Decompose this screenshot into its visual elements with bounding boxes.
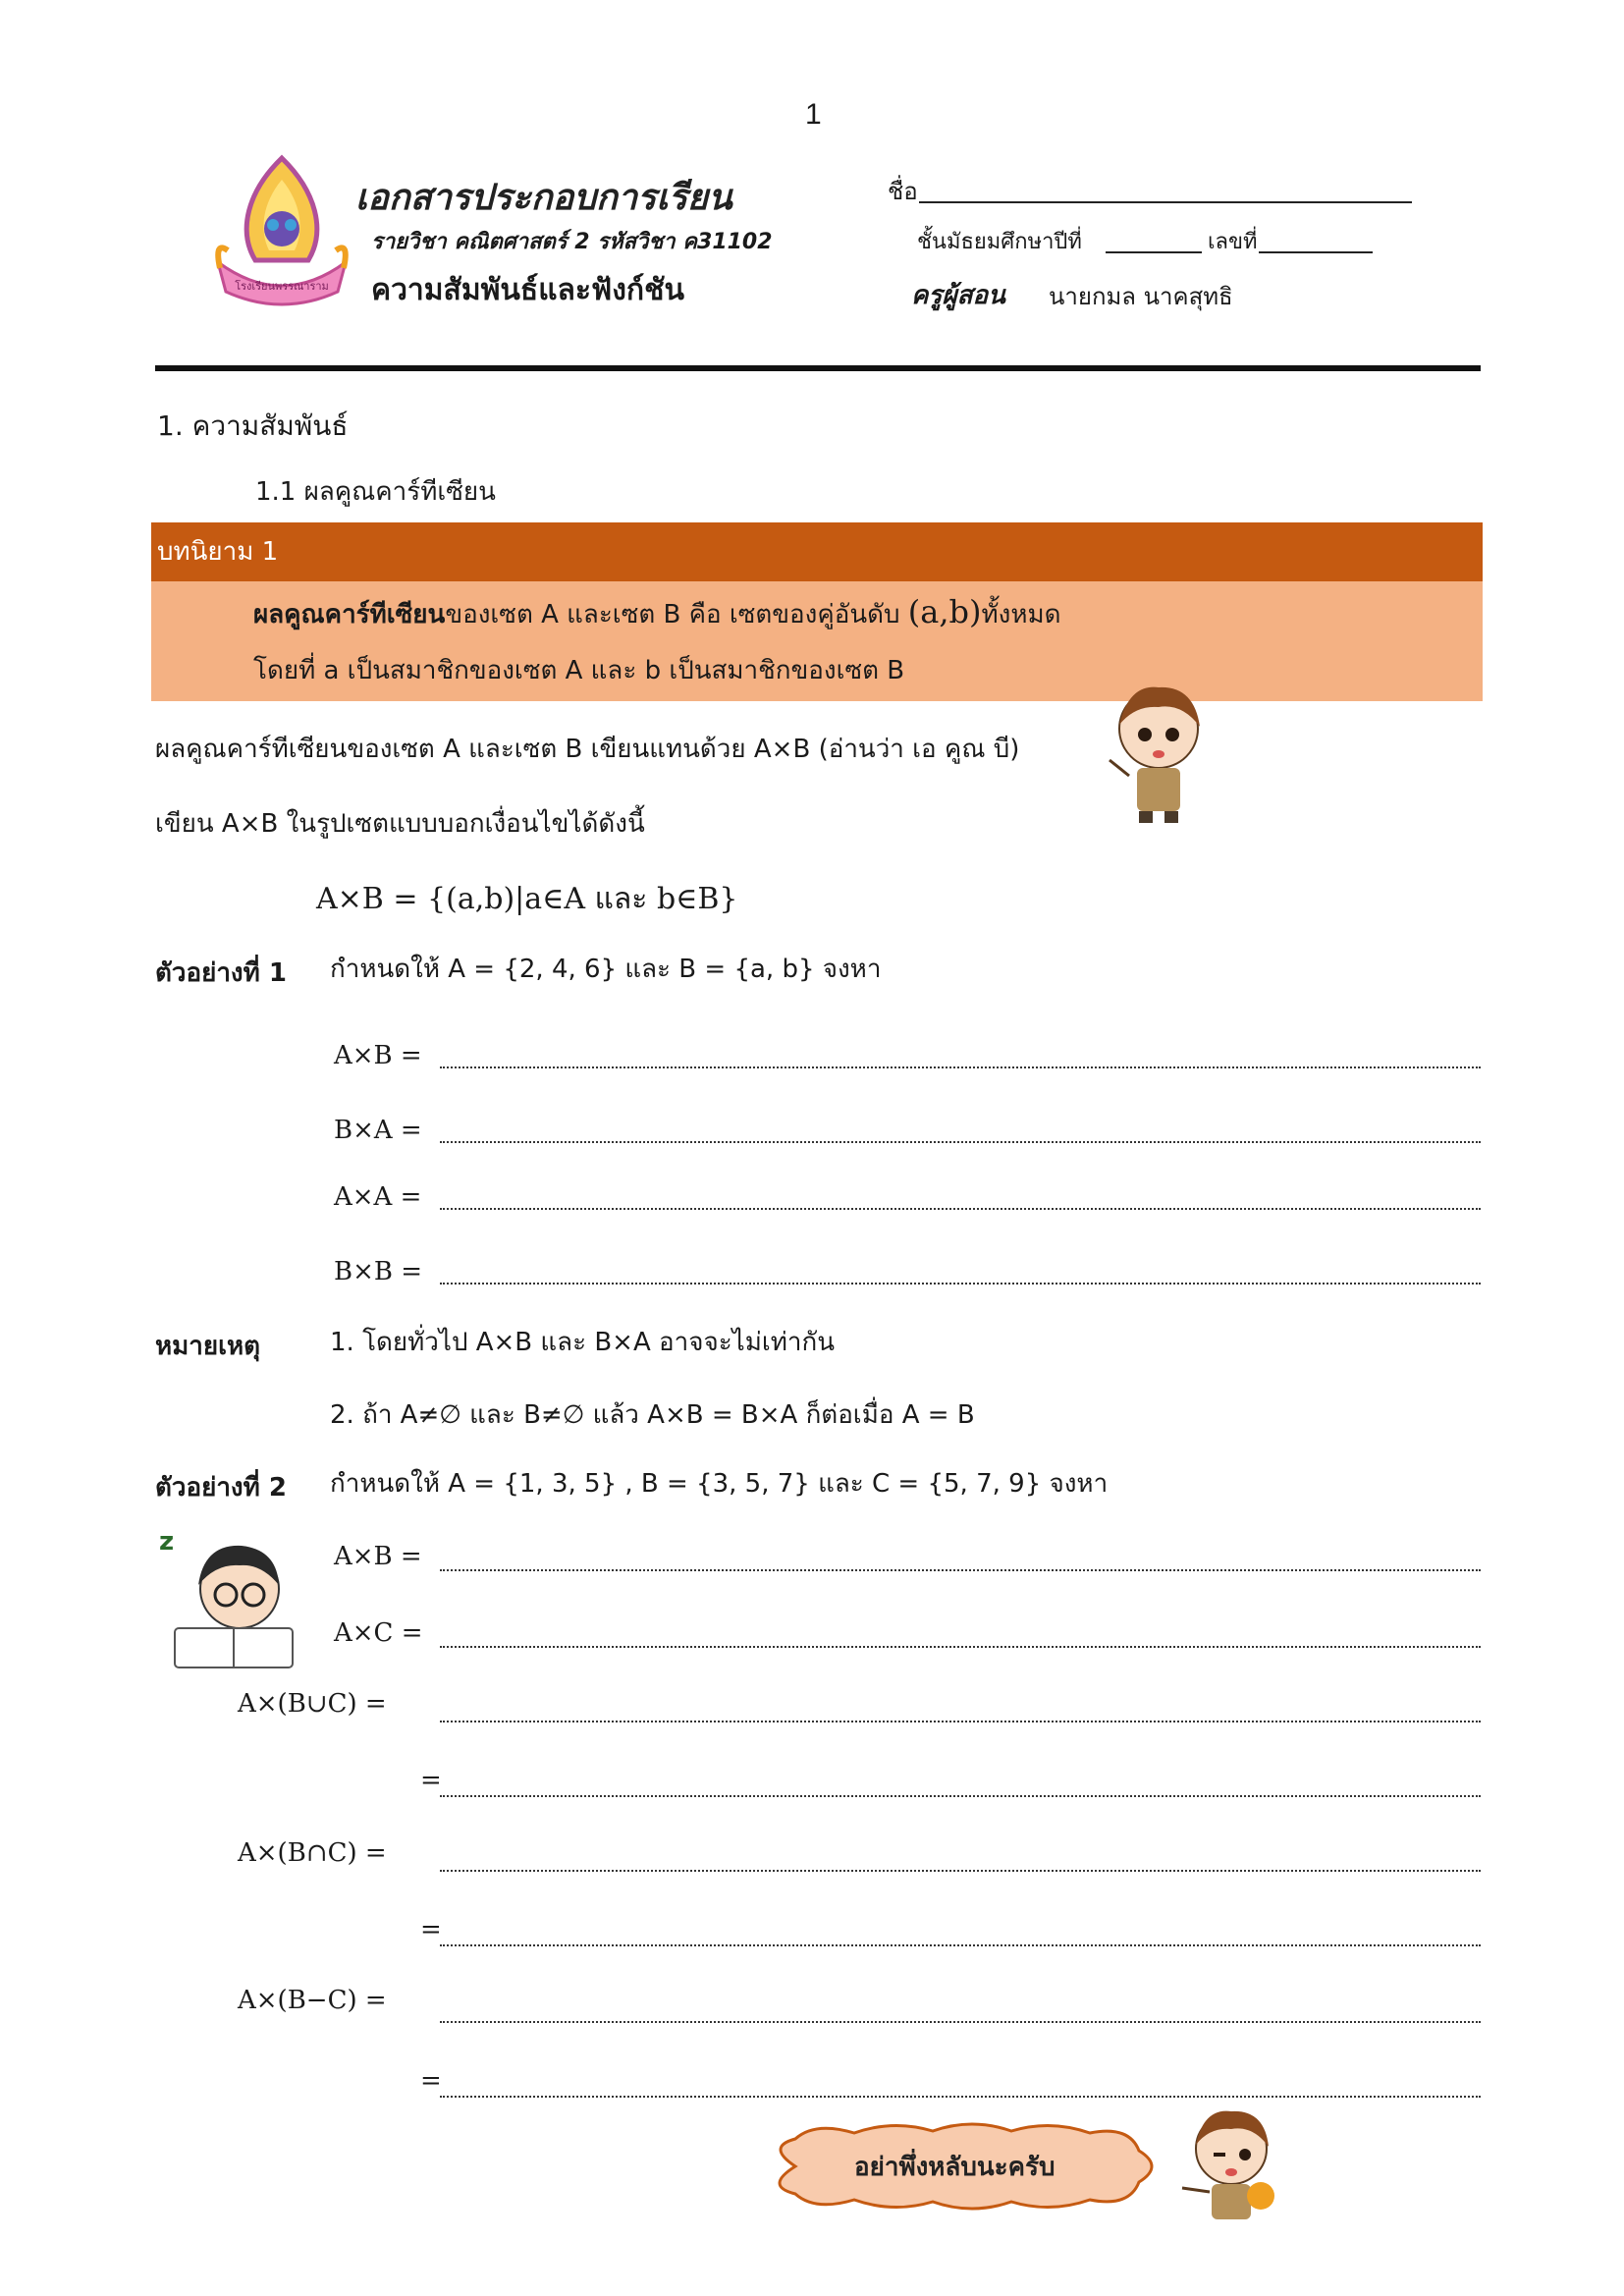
ex2-ax-intersect-label: A×(B∩C) = <box>238 1838 387 1868</box>
definition-heading-text: บทนิยาม 1 <box>157 537 279 567</box>
ex1-axb-answer-line[interactable] <box>440 1066 1481 1068</box>
ex1-bxa-answer-line[interactable] <box>440 1141 1481 1143</box>
ex2-ax-intersect-eq-line[interactable] <box>440 1944 1481 1946</box>
header-divider <box>155 365 1481 371</box>
grade-label: ชั้นมัธยมศึกษาปีที่ <box>917 230 1082 254</box>
ex2-ax-diff-label: A×(B−C) = <box>238 1986 387 2015</box>
ex1-axa-answer-line[interactable] <box>440 1208 1481 1210</box>
note-2: 2. ถ้า A≠∅ และ B≠∅ แล้ว A×B = B×A ก็ต่อเมื่อ A = B <box>330 1400 975 1430</box>
ex2-ax-union-label: A×(B∪C) = <box>238 1689 387 1719</box>
ex2-ax-diff-eq-label: = <box>420 2066 442 2096</box>
ex2-ax-diff-eq-line[interactable] <box>440 2096 1481 2098</box>
page-number: 1 <box>805 98 822 131</box>
definition-term: ผลคูณคาร์ทีเซียน <box>253 600 446 629</box>
ex2-ax-union-eq-label: = <box>420 1766 442 1795</box>
paragraph-1: ผลคูณคาร์ทีเซียนของเซต A และเซต B เขียนแทนด้วย A×B (อ่านว่า เอ คูณ บี) <box>155 735 1020 764</box>
example-2-label: ตัวอย่างที่ 2 <box>155 1473 287 1503</box>
chapter-title: ความสัมพันธ์และฟังก์ชัน <box>371 273 684 307</box>
definition-line-2: โดยที่ a เป็นสมาชิกของเซต A และ b เป็นสมาชิกของเซต B <box>253 656 905 685</box>
definition-heading <box>151 522 1483 581</box>
ex2-axc-label: A×C = <box>334 1618 423 1648</box>
ex2-axb-answer-line[interactable] <box>440 1569 1481 1571</box>
ex2-ax-diff-answer-line[interactable] <box>440 2021 1481 2023</box>
teacher-label: ครูผู้สอน <box>911 281 1005 310</box>
ex1-axb-label: A×B = <box>334 1041 422 1070</box>
teacher-name: นายกมล นาคสุทธิ <box>1049 283 1233 310</box>
number-field[interactable] <box>1259 251 1373 253</box>
ex2-ax-union-answer-line[interactable] <box>440 1721 1481 1722</box>
subject-line: รายวิชา คณิตศาสตร์ 2 รหัสวิชา ค31102 <box>371 230 773 254</box>
ex1-bxa-label: B×A = <box>334 1116 422 1145</box>
note-1: 1. โดยทั่วไป A×B และ B×A อาจจะไม่เท่ากัน <box>330 1328 836 1357</box>
definition-line-1 <box>253 593 1061 634</box>
ex1-axa-label: A×A = <box>334 1182 422 1212</box>
winking-teacher-icon <box>1174 2102 1282 2229</box>
teacher-cartoon-icon <box>1100 678 1218 825</box>
example-2-statement: กำหนดให้ A = {1, 3, 5} , B = {3, 5, 7} และ C = {5, 7, 9} จงหา <box>330 1469 1109 1499</box>
cloud-text: อย่าพึ่งหลับนะครับ <box>854 2153 1056 2182</box>
ex2-ax-union-eq-line[interactable] <box>440 1795 1481 1797</box>
number-label: เลขที่ <box>1208 230 1258 254</box>
name-field[interactable] <box>919 201 1412 203</box>
example-1-statement: กำหนดให้ A = {2, 4, 6} และ B = {a, b} จงหา <box>330 955 882 984</box>
notes-label: หมายเหตุ <box>155 1332 261 1361</box>
name-label: ชื่อ <box>888 178 918 205</box>
ex1-bxb-label: B×B = <box>334 1257 423 1286</box>
ordered-pair: (a,b) <box>907 593 982 630</box>
school-logo <box>208 152 355 309</box>
definition-line-1-end: ทั้งหมด <box>981 600 1061 629</box>
document-title: เอกสารประกอบการเรียน <box>355 178 732 218</box>
subsection-title: 1.1 ผลคูณคาร์ทีเซียน <box>255 477 496 507</box>
section-title: 1. ความสัมพันธ์ <box>157 410 349 442</box>
logo-text: โรงเรียนพรรณาราม <box>235 280 329 293</box>
ex2-axb-label: A×B = <box>334 1542 422 1571</box>
set-builder-formula: A×B = {(a,b)|a∈A และ b∈B} <box>316 882 738 916</box>
grade-field[interactable] <box>1106 251 1202 253</box>
svg-text:z: z <box>159 1527 175 1557</box>
ex1-bxb-answer-line[interactable] <box>440 1283 1481 1285</box>
sleeping-student-icon <box>155 1520 302 1677</box>
paragraph-2: เขียน A×B ในรูปเซตแบบบอกเงื่อนไขได้ดังนี้ <box>155 809 645 839</box>
example-1-label: ตัวอย่างที่ 1 <box>155 958 287 988</box>
ex2-ax-intersect-eq-label: = <box>420 1915 442 1944</box>
definition-line-1-rest: ของเซต A และเซต B คือ เซตของคู่อันดับ <box>445 600 900 629</box>
ex2-axc-answer-line[interactable] <box>440 1646 1481 1648</box>
ex2-ax-intersect-answer-line[interactable] <box>440 1870 1481 1872</box>
